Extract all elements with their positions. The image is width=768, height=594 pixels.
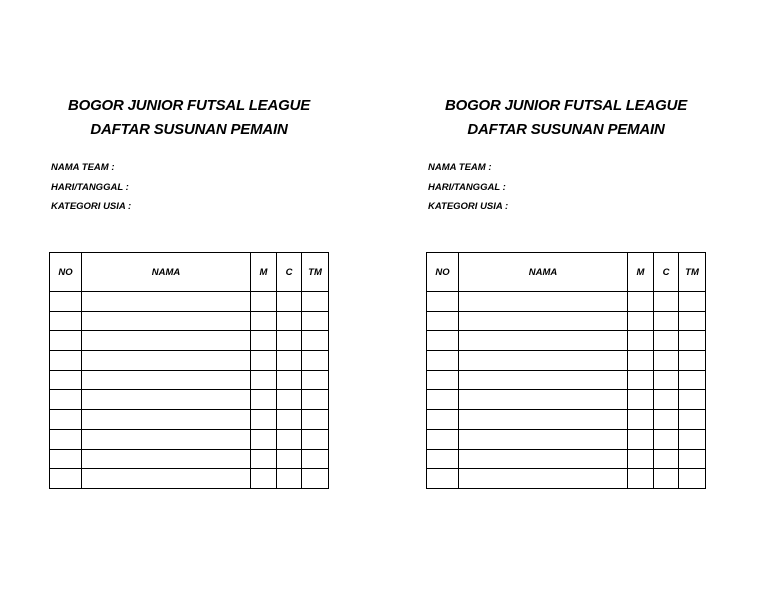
- column-header-no: NO: [427, 253, 459, 292]
- cell-m: [251, 449, 277, 469]
- column-header-nama: NAMA: [459, 253, 628, 292]
- cell-c: [277, 331, 302, 351]
- sheet-title: [49, 94, 329, 142]
- cell-c: [277, 449, 302, 469]
- cell-nama: [459, 449, 628, 469]
- table-row: [427, 351, 706, 371]
- cell-tm: [679, 311, 706, 331]
- cell-m: [628, 351, 654, 371]
- cell-tm: [302, 429, 329, 449]
- cell-no: [427, 410, 459, 430]
- cell-no: [50, 292, 82, 312]
- table-row: [50, 370, 329, 390]
- cell-nama: [82, 331, 251, 351]
- cell-no: [50, 351, 82, 371]
- team-name-field: NAMA TEAM :: [428, 162, 492, 173]
- table-row: [427, 311, 706, 331]
- table-row: [50, 331, 329, 351]
- roster-body: [427, 292, 706, 489]
- cell-no: [427, 469, 459, 489]
- age-category-field: KATEGORI USIA :: [51, 201, 132, 212]
- cell-no: [50, 311, 82, 331]
- cell-tm: [679, 292, 706, 312]
- cell-tm: [679, 370, 706, 390]
- table-row: [427, 410, 706, 430]
- cell-c: [277, 311, 302, 331]
- cell-c: [277, 292, 302, 312]
- cell-m: [251, 292, 277, 312]
- table-row: [50, 292, 329, 312]
- table-row: [427, 292, 706, 312]
- league-title: BOGOR JUNIOR FUTSAL LEAGUE: [67, 97, 311, 114]
- cell-m: [628, 449, 654, 469]
- cell-m: [628, 292, 654, 312]
- lineup-sheet-left: [49, 0, 349, 594]
- cell-m: [628, 390, 654, 410]
- cell-tm: [679, 410, 706, 430]
- lineup-sheet-right: [426, 0, 726, 594]
- cell-m: [628, 370, 654, 390]
- table-row: [50, 449, 329, 469]
- cell-tm: [679, 449, 706, 469]
- table-header-row: [427, 253, 706, 292]
- cell-c: [277, 410, 302, 430]
- cell-tm: [679, 331, 706, 351]
- cell-nama: [459, 292, 628, 312]
- cell-no: [427, 449, 459, 469]
- cell-c: [654, 410, 679, 430]
- cell-c: [654, 390, 679, 410]
- column-header-no: NO: [50, 253, 82, 292]
- cell-no: [427, 292, 459, 312]
- cell-no: [427, 351, 459, 371]
- table-row: [50, 429, 329, 449]
- cell-no: [50, 390, 82, 410]
- cell-c: [277, 351, 302, 371]
- form-title: DAFTAR SUSUNAN PEMAIN: [90, 121, 288, 138]
- cell-tm: [679, 390, 706, 410]
- cell-c: [654, 449, 679, 469]
- cell-c: [654, 429, 679, 449]
- cell-m: [628, 331, 654, 351]
- table-row: [427, 370, 706, 390]
- cell-m: [251, 311, 277, 331]
- cell-no: [50, 370, 82, 390]
- table-row: [50, 311, 329, 331]
- age-category-field: KATEGORI USIA :: [428, 201, 509, 212]
- table-row: [50, 469, 329, 489]
- cell-m: [628, 469, 654, 489]
- cell-no: [50, 331, 82, 351]
- cell-nama: [459, 410, 628, 430]
- cell-tm: [302, 390, 329, 410]
- cell-nama: [82, 469, 251, 489]
- cell-nama: [459, 390, 628, 410]
- player-roster-table: [49, 252, 329, 489]
- cell-m: [251, 331, 277, 351]
- table-row: [50, 351, 329, 371]
- cell-c: [654, 351, 679, 371]
- cell-tm: [302, 311, 329, 331]
- cell-no: [427, 370, 459, 390]
- cell-tm: [302, 370, 329, 390]
- cell-c: [277, 390, 302, 410]
- cell-m: [628, 429, 654, 449]
- cell-c: [654, 311, 679, 331]
- league-title: BOGOR JUNIOR FUTSAL LEAGUE: [444, 97, 688, 114]
- cell-tm: [302, 449, 329, 469]
- cell-tm: [302, 410, 329, 430]
- column-header-tm: TM: [302, 253, 329, 292]
- cell-nama: [459, 311, 628, 331]
- cell-tm: [302, 331, 329, 351]
- table-row: [50, 410, 329, 430]
- cell-m: [251, 370, 277, 390]
- cell-nama: [82, 390, 251, 410]
- cell-nama: [82, 351, 251, 371]
- cell-nama: [82, 449, 251, 469]
- roster-body: [50, 292, 329, 489]
- column-header-nama: NAMA: [82, 253, 251, 292]
- form-fields: [51, 158, 131, 217]
- cell-nama: [82, 311, 251, 331]
- cell-m: [251, 469, 277, 489]
- table-row: [50, 390, 329, 410]
- cell-tm: [679, 429, 706, 449]
- column-header-tm: TM: [679, 253, 706, 292]
- cell-m: [251, 351, 277, 371]
- cell-c: [277, 469, 302, 489]
- cell-c: [654, 370, 679, 390]
- column-header-c: C: [654, 253, 679, 292]
- table-row: [427, 429, 706, 449]
- column-header-m: M: [628, 253, 654, 292]
- table-row: [427, 331, 706, 351]
- cell-m: [251, 390, 277, 410]
- cell-c: [277, 370, 302, 390]
- cell-nama: [82, 292, 251, 312]
- column-header-m: M: [251, 253, 277, 292]
- cell-tm: [302, 292, 329, 312]
- team-name-field: NAMA TEAM :: [51, 162, 115, 173]
- cell-m: [251, 429, 277, 449]
- cell-nama: [459, 331, 628, 351]
- form-fields: [428, 158, 508, 217]
- cell-c: [654, 469, 679, 489]
- cell-nama: [459, 469, 628, 489]
- cell-c: [277, 429, 302, 449]
- cell-no: [427, 390, 459, 410]
- cell-m: [251, 410, 277, 430]
- form-title: DAFTAR SUSUNAN PEMAIN: [467, 121, 665, 138]
- cell-nama: [82, 410, 251, 430]
- sheet-title: [426, 94, 706, 142]
- cell-tm: [679, 469, 706, 489]
- cell-no: [50, 449, 82, 469]
- cell-nama: [82, 370, 251, 390]
- date-field: HARI/TANGGAL :: [428, 181, 506, 193]
- player-roster-table: [426, 252, 706, 489]
- cell-no: [50, 429, 82, 449]
- cell-nama: [459, 370, 628, 390]
- cell-no: [427, 331, 459, 351]
- table-row: [427, 390, 706, 410]
- cell-no: [427, 311, 459, 331]
- table-row: [427, 469, 706, 489]
- cell-tm: [302, 351, 329, 371]
- cell-no: [50, 410, 82, 430]
- cell-m: [628, 311, 654, 331]
- cell-tm: [679, 351, 706, 371]
- date-field: HARI/TANGGAL :: [51, 181, 129, 193]
- cell-c: [654, 331, 679, 351]
- cell-nama: [82, 429, 251, 449]
- cell-nama: [459, 351, 628, 371]
- table-header-row: [50, 253, 329, 292]
- cell-c: [654, 292, 679, 312]
- cell-no: [50, 469, 82, 489]
- column-header-c: C: [277, 253, 302, 292]
- cell-nama: [459, 429, 628, 449]
- table-row: [427, 449, 706, 469]
- cell-m: [628, 410, 654, 430]
- cell-no: [427, 429, 459, 449]
- cell-tm: [302, 469, 329, 489]
